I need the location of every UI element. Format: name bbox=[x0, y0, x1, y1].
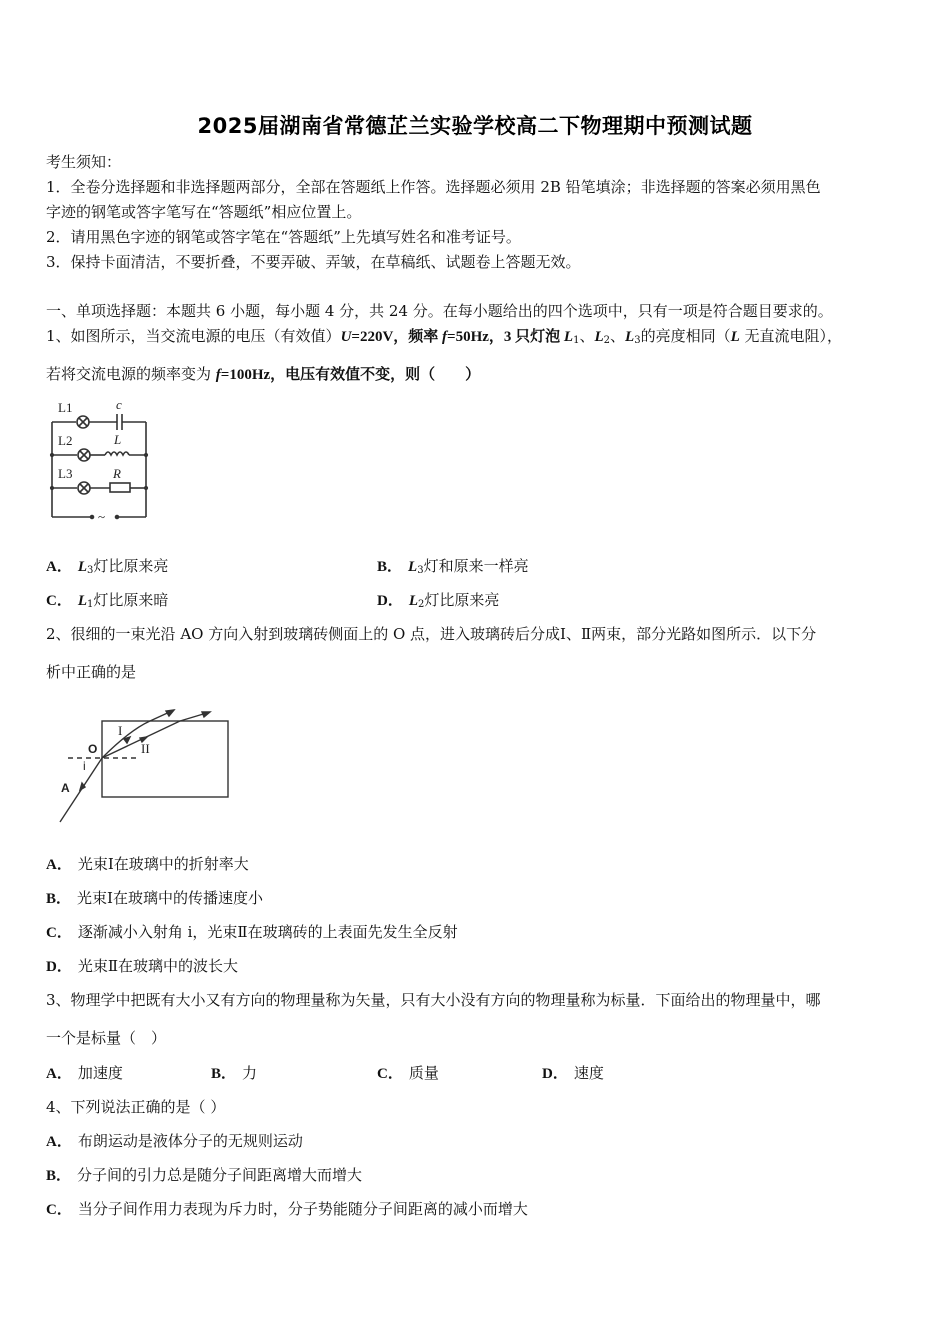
question-2-option-d[interactable] bbox=[46, 956, 238, 977]
option-label: A． bbox=[46, 857, 72, 873]
notice-item: 2．请用黑色字迹的钢笔或答字笔在“答题纸”上先填写姓名和准考证号。 bbox=[46, 228, 521, 246]
var-f: f bbox=[215, 367, 221, 383]
option-label: D． bbox=[46, 959, 72, 975]
label-i: i bbox=[83, 759, 86, 773]
option-text: 质量 bbox=[408, 1064, 439, 1082]
question-1-option-c[interactable] bbox=[46, 590, 168, 615]
question-3-stem-line2: 一个是标量（ ） bbox=[46, 1029, 167, 1047]
label-beam-1: I bbox=[118, 723, 123, 738]
question-2-stem bbox=[46, 624, 816, 644]
subscript: 3 bbox=[417, 565, 424, 576]
notice-item: 字迹的钢笔或答字笔写在“答题纸”相应位置上。 bbox=[46, 203, 362, 221]
refraction-diagram bbox=[50, 700, 240, 830]
option-label: B． bbox=[377, 559, 403, 575]
notice-heading: 考生须知： bbox=[46, 153, 122, 171]
var-u: U bbox=[340, 329, 352, 345]
question-2-option-a[interactable] bbox=[46, 854, 249, 875]
stem-text: =100Hz，电压有效值不变，则（ ） bbox=[220, 367, 481, 383]
option-label: B． bbox=[211, 1066, 237, 1082]
option-label: D． bbox=[377, 593, 403, 609]
stem-text: 如图所示，当交流电源的电压（有效值） bbox=[70, 327, 341, 345]
question-1-stem bbox=[46, 326, 842, 351]
subscript: 2 bbox=[418, 599, 425, 610]
subscript: 3 bbox=[87, 565, 94, 576]
option-text: 光束Ⅰ在玻璃中的传播速度小 bbox=[77, 889, 263, 907]
stem-text: =50Hz，3 只灯泡 bbox=[447, 329, 564, 345]
option-text: 布朗运动是液体分子的无规则运动 bbox=[77, 1132, 303, 1150]
separator: 、 bbox=[579, 327, 595, 345]
label-capacitor: c bbox=[116, 397, 122, 412]
option-label: A． bbox=[46, 1134, 72, 1150]
question-3-option-d[interactable] bbox=[542, 1063, 604, 1084]
question-number: 1、 bbox=[46, 327, 71, 345]
stem-text: 若将交流电源的频率变为 bbox=[46, 365, 216, 383]
question-2-option-c[interactable] bbox=[46, 922, 458, 943]
option-text: 光束Ⅱ在玻璃中的波长大 bbox=[77, 957, 239, 975]
question-2-option-b[interactable] bbox=[46, 888, 263, 909]
label-a: A bbox=[61, 781, 70, 795]
option-text: 灯比原来亮 bbox=[93, 557, 169, 575]
option-text: 光束Ⅰ在玻璃中的折射率大 bbox=[77, 855, 249, 873]
option-label: C． bbox=[46, 925, 72, 941]
option-text: 加速度 bbox=[77, 1064, 123, 1082]
option-text: 灯比原来亮 bbox=[424, 591, 500, 609]
notice-item: 1．全卷分选择题和非选择题两部分，全部在答题纸上作答。选择题必须用 2B 铅笔填涂；非选择题的答案必须用黑色 bbox=[46, 178, 821, 196]
option-text: 速度 bbox=[573, 1064, 604, 1082]
circuit-diagram bbox=[40, 392, 170, 524]
option-label: C． bbox=[46, 1202, 72, 1218]
option-text: 分子间的引力总是随分子间距离增大而增大 bbox=[77, 1166, 363, 1184]
question-3-stem bbox=[46, 990, 821, 1010]
label-l3: L3 bbox=[58, 466, 73, 481]
question-1-option-d[interactable] bbox=[377, 590, 499, 615]
stem-text: 的亮度相同（ bbox=[640, 327, 731, 345]
label-ac-source: ~ bbox=[98, 509, 106, 524]
label-resistor: R bbox=[113, 466, 121, 481]
question-1-option-b[interactable] bbox=[377, 556, 529, 581]
label-l2: L2 bbox=[58, 433, 73, 448]
option-label: A． bbox=[46, 559, 72, 575]
stem-text: 物理学中把既有大小又有方向的物理量称为矢量，只有大小没有方向的物理量称为标量．下面给出的物理量中，哪 bbox=[70, 991, 821, 1009]
var-l: L bbox=[77, 559, 88, 575]
stem-text: =220V，频率 bbox=[351, 329, 443, 345]
question-3-option-c[interactable] bbox=[377, 1063, 439, 1084]
option-label: B． bbox=[46, 891, 72, 907]
option-label: C． bbox=[377, 1066, 403, 1082]
question-3-option-b[interactable] bbox=[211, 1063, 257, 1084]
option-text: 灯和原来一样亮 bbox=[423, 557, 529, 575]
var-l: L bbox=[77, 593, 88, 609]
question-2-stem-line2: 析中正确的是 bbox=[46, 663, 137, 681]
var-f: f bbox=[442, 329, 448, 345]
question-3-option-a[interactable] bbox=[46, 1063, 123, 1084]
var-l: L bbox=[408, 559, 418, 575]
var-l: L bbox=[625, 329, 635, 345]
subscript: 3 bbox=[634, 335, 641, 346]
question-1-option-a[interactable] bbox=[46, 556, 168, 581]
option-label: B． bbox=[46, 1168, 72, 1184]
question-number: 2、 bbox=[46, 625, 71, 643]
question-4-stem bbox=[46, 1097, 225, 1117]
label-beam-2: II bbox=[141, 741, 150, 756]
section-heading: 一、单项选择题：本题共 6 小题，每小题 4 分，共 24 分。在每小题给出的四个选项中，只有一项是符合题目要求的。 bbox=[46, 302, 833, 320]
option-text: 当分子间作用力表现为斥力时，分子势能随分子间距离的减小而增大 bbox=[77, 1200, 528, 1218]
question-4-option-a[interactable] bbox=[46, 1131, 303, 1152]
subscript: 1 bbox=[573, 335, 580, 346]
subscript: 2 bbox=[603, 335, 611, 346]
question-number: 3、 bbox=[46, 991, 71, 1009]
option-text: 力 bbox=[242, 1064, 258, 1082]
stem-text: 很细的一束光沿 AO 方向入射到玻璃砖侧面上的 O 点，进入玻璃砖后分成Ⅰ、Ⅱ两束，部分光路如图所示．以下分 bbox=[70, 625, 817, 643]
question-number: 4、 bbox=[46, 1098, 71, 1116]
label-l1: L1 bbox=[58, 400, 73, 415]
separator: 、 bbox=[610, 327, 626, 345]
option-label: A． bbox=[46, 1066, 72, 1082]
option-label: D． bbox=[542, 1066, 568, 1082]
stem-text: 无直流电阻）， bbox=[739, 327, 843, 345]
question-1-stem-line2 bbox=[46, 364, 480, 385]
label-o: O bbox=[88, 742, 98, 756]
stem-text: 下列说法正确的是（ ） bbox=[70, 1098, 226, 1116]
page-title: 2025届湖南省常德芷兰实验学校高二下物理期中预测试题 bbox=[197, 114, 753, 138]
option-text: 灯比原来暗 bbox=[93, 591, 169, 609]
option-label: C． bbox=[46, 593, 72, 609]
var-l: L bbox=[730, 329, 740, 345]
question-4-option-b[interactable] bbox=[46, 1165, 362, 1186]
var-l: L bbox=[408, 593, 419, 609]
label-inductor: L bbox=[114, 432, 122, 447]
var-l: L bbox=[594, 329, 604, 345]
notice-item: 3．保持卡面清洁，不要折叠，不要弄破、弄皱，在草稿纸、试题卷上答题无效。 bbox=[46, 253, 581, 271]
question-4-option-c[interactable] bbox=[46, 1199, 528, 1220]
subscript: 1 bbox=[87, 599, 94, 610]
option-text: 逐渐减小入射角 i，光束Ⅱ在玻璃砖的上表面先发生全反射 bbox=[77, 923, 458, 941]
var-l: L bbox=[563, 329, 574, 345]
